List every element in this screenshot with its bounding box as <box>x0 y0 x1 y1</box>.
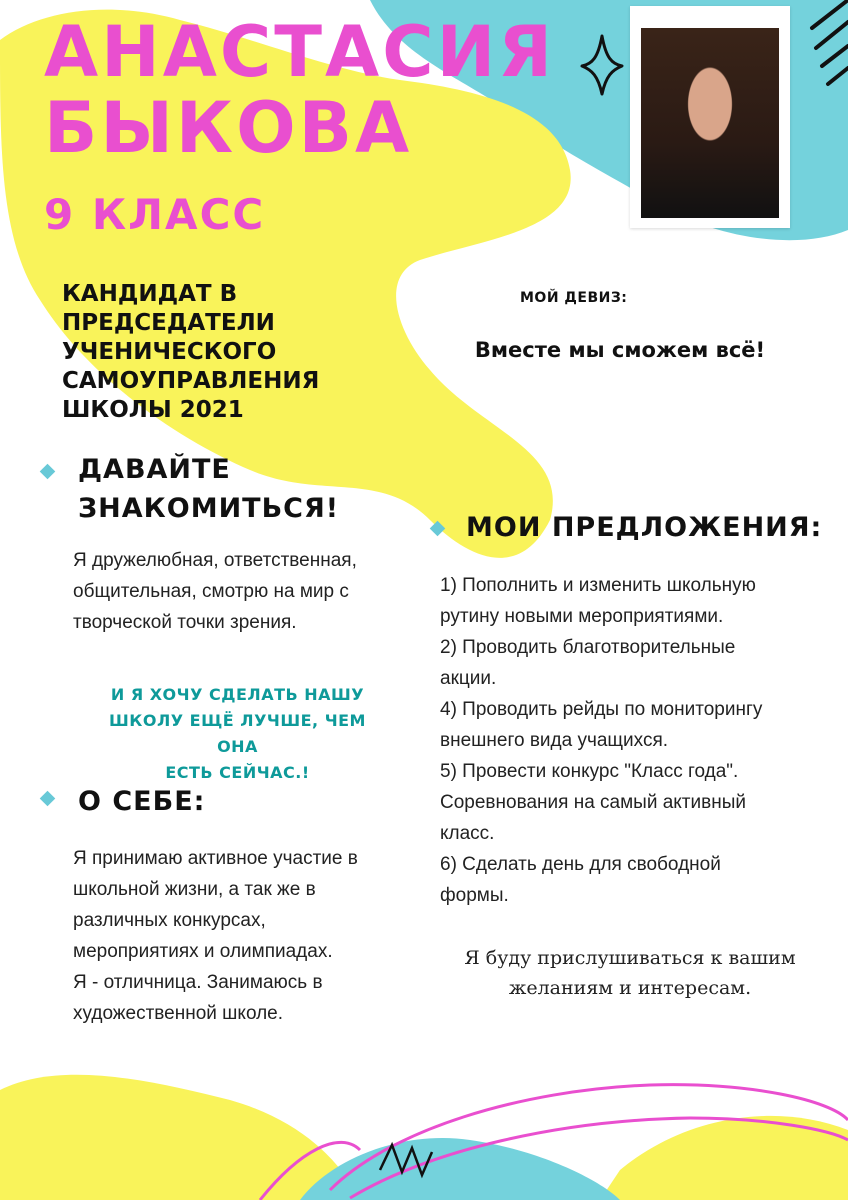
about-line: Я принимаю активное участие в <box>73 848 358 869</box>
intro-text-line: Я дружелюбная, ответственная, <box>73 550 357 571</box>
proposals-list <box>440 570 830 911</box>
cta-line: ШКОЛУ ЕЩЁ ЛУЧШЕ, ЧЕМ ОНА <box>109 711 366 756</box>
intro-heading-line: ЗНАКОМИТЬСЯ! <box>78 493 340 524</box>
call-to-action <box>95 682 380 786</box>
about-line: художественной школе. <box>73 1003 284 1024</box>
candidate-title <box>62 280 392 425</box>
proposal-line: 6) Сделать день для свободной <box>440 854 721 875</box>
candidate-line: УЧЕНИЧЕСКОГО <box>62 339 277 365</box>
intro-heading <box>78 450 339 528</box>
cta-line: И Я ХОЧУ СДЕЛАТЬ НАШУ <box>110 685 365 704</box>
proposal-line: класс. <box>440 823 495 844</box>
name-line-2: БЫКОВА <box>44 87 413 169</box>
proposal-line: формы. <box>440 885 509 906</box>
motto-label: МОЙ ДЕВИЗ: <box>520 290 628 306</box>
proposal-line: Соревнования на самый активный <box>440 792 746 813</box>
proposal-line: 2) Проводить благотворительные <box>440 637 736 658</box>
photo-frame <box>630 6 790 228</box>
name-line-1: АНАСТАСИЯ <box>44 11 556 93</box>
about-line: школьной жизни, а так же в <box>73 879 316 900</box>
grade-label: 9 КЛАСС <box>44 190 266 239</box>
closing-line: желаниям и интересам. <box>508 977 752 999</box>
intro-text-line: творческой точки зрения. <box>73 612 297 633</box>
yellow-blob-bottom-left <box>0 1075 360 1200</box>
intro-text <box>73 545 413 638</box>
candidate-line: САМОУПРАВЛЕНИЯ <box>62 368 320 394</box>
proposal-line: 5) Провести конкурс "Класс года". <box>440 761 739 782</box>
proposal-line: внешнего вида учащихся. <box>440 730 669 751</box>
closing-statement <box>430 943 830 1003</box>
candidate-name <box>44 11 556 169</box>
about-line: Я - отличница. Занимаюсь в <box>73 972 323 993</box>
proposal-line: рутину новыми мероприятиями. <box>440 606 724 627</box>
intro-heading-line: ДАВАЙТЕ <box>78 454 231 485</box>
proposal-line: акции. <box>440 668 497 689</box>
about-line: мероприятиях и олимпиадах. <box>73 941 333 962</box>
cta-line: ЕСТЬ СЕЙЧАС.! <box>165 763 310 782</box>
proposals-heading: МОИ ПРЕДЛОЖЕНИЯ: <box>466 512 823 543</box>
proposal-line: 4) Проводить рейды по мониторингу <box>440 699 763 720</box>
about-text <box>73 843 413 1029</box>
candidate-line: ШКОЛЫ 2021 <box>62 397 244 423</box>
about-line: различных конкурсах, <box>73 910 266 931</box>
intro-text-line: общительная, смотрю на мир с <box>73 581 349 602</box>
candidate-line: ПРЕДСЕДАТЕЛИ <box>62 310 275 336</box>
proposal-line: 1) Пополнить и изменить школьную <box>440 575 756 596</box>
closing-line: Я буду прислушиваться к вашим <box>464 947 796 969</box>
turquoise-blob-bottom-mid <box>300 1138 620 1200</box>
motto-text: Вместе мы сможем всё! <box>474 338 766 362</box>
candidate-line: КАНДИДАТ В <box>62 281 238 307</box>
portrait-photo <box>641 28 779 218</box>
about-heading: О СЕБЕ: <box>78 786 206 817</box>
